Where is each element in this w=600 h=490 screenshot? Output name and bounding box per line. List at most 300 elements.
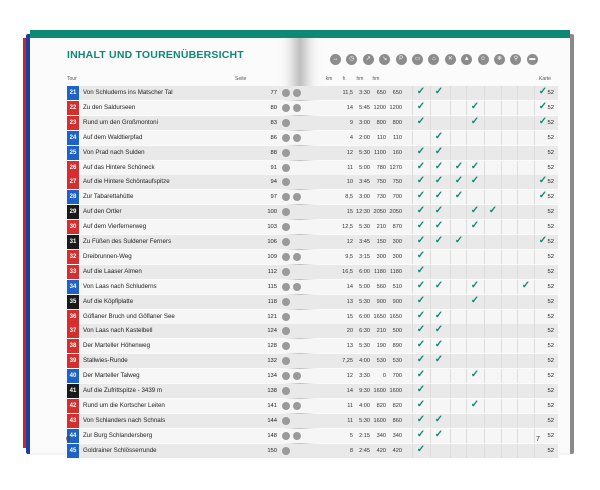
column-separator <box>534 175 535 189</box>
table-row <box>67 250 558 265</box>
column-separator <box>484 175 485 189</box>
column-separator <box>450 384 451 398</box>
tour-km: 15 <box>346 209 353 216</box>
check-icon: ✓ <box>538 175 548 187</box>
tour-h: 5:00 <box>359 164 370 171</box>
tour-down: 750 <box>392 179 402 186</box>
tour-karte: 52 <box>547 343 554 350</box>
column-separator <box>501 324 502 338</box>
table-row <box>67 324 558 339</box>
tour-number-badge: 45 <box>67 444 79 458</box>
column-separator <box>484 444 485 458</box>
tour-up: 1180 <box>373 268 386 275</box>
tour-km: 9,5 <box>345 253 353 260</box>
check-icon: ✓ <box>434 279 444 291</box>
tour-up: 210 <box>376 328 386 335</box>
tour-karte: 52 <box>547 149 554 156</box>
hut-icon: ⌂ <box>428 54 439 65</box>
column-separator <box>450 101 451 115</box>
tour-page: 138 <box>267 388 277 394</box>
column-separator <box>466 399 467 413</box>
column-separator <box>534 429 535 443</box>
tour-km: 4 <box>349 134 353 141</box>
column-separator <box>430 295 431 309</box>
tour-up: 800 <box>376 119 386 126</box>
tour-page: 134 <box>267 373 277 380</box>
tour-number-badge: 25 <box>67 146 79 160</box>
tour-number-badge: 29 <box>67 205 79 219</box>
column-separator <box>517 161 518 175</box>
tour-km: 10 <box>346 179 353 186</box>
column-separator <box>412 444 413 458</box>
column-separator <box>450 324 451 338</box>
column-separator <box>501 369 502 383</box>
check-icon: ✓ <box>454 235 464 246</box>
column-separator <box>534 265 535 279</box>
tour-number-badge: 34 <box>67 280 79 294</box>
check-icon: ✓ <box>454 160 464 172</box>
column-separator <box>412 220 413 234</box>
tour-number-badge: 41 <box>67 384 79 398</box>
tour-page: 88 <box>270 149 277 156</box>
column-separator <box>534 295 535 309</box>
tour-number-badge: 27 <box>67 175 79 189</box>
column-separator <box>430 116 431 130</box>
tour-title: Auf dem Vierfernerweg <box>83 223 147 231</box>
column-separator <box>450 250 451 264</box>
check-icon: ✓ <box>416 384 426 395</box>
column-separator <box>534 384 535 398</box>
tour-up: 530 <box>376 358 386 365</box>
tour-h: 3:00 <box>359 194 370 201</box>
tour-number-badge: 31 <box>67 235 79 249</box>
column-separator <box>450 369 451 383</box>
tour-up: 210 <box>376 224 386 231</box>
tour-up: 1600 <box>373 388 386 394</box>
tour-h: 5:30 <box>359 298 370 305</box>
column-separator <box>466 414 467 428</box>
column-separator <box>450 399 451 413</box>
column-separator <box>412 131 413 145</box>
tour-h: 2:45 <box>359 447 370 454</box>
check-icon: ✓ <box>416 354 426 366</box>
check-icon: ✓ <box>470 100 480 112</box>
tour-karte: 52 <box>547 298 554 305</box>
column-separator <box>517 175 518 189</box>
column-separator <box>501 175 502 189</box>
column-separator <box>430 190 431 204</box>
tour-h: 6:30 <box>359 328 370 335</box>
check-icon: ✓ <box>434 160 444 172</box>
tour-down: 300 <box>392 239 402 245</box>
check-icon: ✓ <box>416 413 426 425</box>
col-header-hm-up: hm <box>356 76 364 82</box>
column-separator <box>412 339 413 353</box>
column-separator <box>430 235 431 249</box>
column-separator <box>484 265 485 279</box>
tour-page: 150 <box>267 447 277 454</box>
tour-down: 700 <box>392 373 402 380</box>
column-separator <box>517 131 518 145</box>
column-separator <box>412 205 413 219</box>
tour-title: Von Laas nach Kastelbell <box>83 327 153 335</box>
difficulty-icon <box>282 164 290 172</box>
column-separator <box>412 86 413 100</box>
column-separator <box>412 250 413 264</box>
tour-page: 148 <box>267 432 277 439</box>
column-separator <box>430 280 431 294</box>
check-icon: ✓ <box>470 160 480 172</box>
family-icon <box>293 134 301 142</box>
table-row <box>67 280 558 295</box>
column-separator <box>501 161 502 175</box>
column-separator <box>450 414 451 428</box>
tour-title: Von Schluderns ins Matscher Tal <box>83 89 173 96</box>
check-icon: ✓ <box>434 235 444 246</box>
column-separator <box>412 161 413 175</box>
tour-page: 144 <box>267 417 277 424</box>
table-row <box>67 175 558 190</box>
column-separator <box>450 354 451 368</box>
column-separator <box>466 116 467 130</box>
check-icon: ✓ <box>416 309 426 321</box>
tour-page: 115 <box>267 283 277 290</box>
column-separator <box>501 384 502 398</box>
tour-karte: 52 <box>547 417 554 424</box>
column-separator <box>466 220 467 234</box>
column-separator <box>484 101 485 115</box>
family-icon <box>293 402 301 410</box>
column-separator <box>466 250 467 264</box>
table-row <box>67 190 558 205</box>
col-header-seite: Seite <box>235 76 247 82</box>
column-separator <box>466 295 467 309</box>
difficulty-icon <box>282 149 290 157</box>
clock-icon: ◷ <box>346 54 357 65</box>
table-row <box>67 235 558 250</box>
check-icon: ✓ <box>416 443 426 455</box>
check-icon: ✓ <box>434 220 444 232</box>
tour-up: 340 <box>376 432 386 439</box>
tour-title: Göflaner Bruch und Göflaner See <box>83 312 175 320</box>
column-separator <box>534 444 535 458</box>
tour-karte: 52 <box>547 224 554 231</box>
column-separator <box>412 190 413 204</box>
tour-down: 300 <box>392 253 402 260</box>
tour-km: 11 <box>347 402 353 409</box>
column-separator <box>412 280 413 294</box>
column-separator <box>430 444 431 458</box>
tour-number-badge: 35 <box>67 295 79 309</box>
column-separator <box>450 444 451 458</box>
column-separator <box>534 86 535 100</box>
check-icon: ✓ <box>416 100 426 112</box>
restaurant-icon: ✕ <box>445 54 456 65</box>
column-separator <box>501 190 502 204</box>
column-separator <box>430 131 431 145</box>
tour-karte: 52 <box>547 447 554 454</box>
tour-number-badge: 42 <box>67 399 79 413</box>
tour-h: 12:30 <box>356 209 370 216</box>
tour-number-badge: 21 <box>67 86 79 100</box>
check-icon: ✓ <box>470 220 480 232</box>
column-separator <box>466 131 467 145</box>
difficulty-icon <box>282 432 290 440</box>
ascent-icon: ↗ <box>363 54 374 65</box>
column-separator <box>501 280 502 294</box>
col-header-km: km <box>325 76 333 82</box>
tour-h: 5:30 <box>359 417 370 424</box>
column-separator <box>430 354 431 368</box>
tour-karte: 52 <box>547 373 554 380</box>
tour-up: 0 <box>382 373 386 380</box>
column-separator <box>466 354 467 368</box>
column-separator <box>412 310 413 324</box>
tour-karte: 52 <box>547 358 554 365</box>
column-separator <box>517 444 518 458</box>
open-book <box>30 30 570 455</box>
column-separator <box>517 399 518 413</box>
tour-down: 1270 <box>389 164 402 171</box>
tour-km: 8,5 <box>345 194 353 201</box>
check-icon: ✓ <box>470 294 480 306</box>
check-icon: ✓ <box>434 428 444 440</box>
tour-title: Der Marteller Höhenweg <box>83 342 151 350</box>
tour-h: 3:45 <box>359 239 370 245</box>
table-row <box>67 310 558 325</box>
check-icon: ✓ <box>416 115 426 127</box>
column-separator <box>430 399 431 413</box>
column-separator <box>430 146 431 160</box>
difficulty-icon <box>282 387 290 395</box>
check-icon: ✓ <box>538 235 548 246</box>
column-separator <box>412 354 413 368</box>
difficulty-icon <box>282 134 290 142</box>
tour-karte: 52 <box>547 253 554 260</box>
column-separator <box>517 339 518 353</box>
difficulty-icon <box>282 238 290 246</box>
check-icon: ✓ <box>416 369 426 381</box>
column-separator <box>430 414 431 428</box>
tour-h: 5:45 <box>359 104 370 111</box>
check-icon: ✓ <box>416 428 426 440</box>
tour-down: 1180 <box>389 268 402 275</box>
tour-up: 110 <box>377 134 386 141</box>
tour-km: 14 <box>346 104 353 111</box>
column-separator <box>466 310 467 324</box>
check-icon: ✓ <box>416 205 426 217</box>
tour-km: 12 <box>346 149 353 156</box>
tour-page: 112 <box>267 268 277 275</box>
tour-number-badge: 44 <box>67 429 79 443</box>
tour-down: 340 <box>392 432 402 439</box>
check-icon: ✓ <box>434 324 444 336</box>
table-row <box>67 116 558 131</box>
column-separator <box>450 161 451 175</box>
check-icon: ✓ <box>454 190 464 202</box>
column-separator <box>430 310 431 324</box>
table-row <box>67 86 558 101</box>
tour-km: 9 <box>349 119 353 126</box>
check-icon: ✓ <box>470 398 480 410</box>
check-icon: ✓ <box>521 279 531 291</box>
column-separator <box>517 280 518 294</box>
check-icon: ✓ <box>434 354 444 366</box>
tour-down: 1650 <box>389 313 402 320</box>
column-separator <box>517 354 518 368</box>
tour-page: 141 <box>267 402 277 409</box>
tour-km: 12,5 <box>342 224 353 231</box>
tour-page: 118 <box>267 298 277 305</box>
column-separator <box>534 339 535 353</box>
column-separator <box>430 429 431 443</box>
tour-title: Zu Füßen des Suldener Ferners <box>83 238 172 245</box>
tour-karte: 52 <box>547 119 554 126</box>
column-separator <box>517 429 518 443</box>
column-separator <box>517 235 518 249</box>
tour-number-badge: 36 <box>67 310 79 324</box>
tour-karte: 52 <box>547 402 554 409</box>
column-separator <box>484 310 485 324</box>
column-separator <box>412 265 413 279</box>
tour-up: 750 <box>376 179 386 186</box>
column-separator <box>501 220 502 234</box>
tour-karte: 52 <box>547 388 554 394</box>
page-title: INHALT UND TOURENÜBERSICHT <box>67 49 244 61</box>
column-separator <box>412 384 413 398</box>
check-icon: ✓ <box>416 145 426 157</box>
column-separator <box>412 429 413 443</box>
column-separator <box>534 414 535 428</box>
tour-km: 20 <box>346 328 353 335</box>
table-row <box>67 101 558 116</box>
tour-title: Auf die Zufrittspitze - 3439 m <box>83 387 163 394</box>
tour-title: Auf die Köpflplatte <box>83 297 134 305</box>
tour-h: 3:15 <box>359 253 370 260</box>
tour-page: 106 <box>267 239 277 245</box>
check-icon: ✓ <box>434 130 444 142</box>
tour-up: 650 <box>376 90 386 96</box>
tour-title: Auf den Ortler <box>83 208 122 216</box>
tour-down: 700 <box>392 194 402 201</box>
tour-number-badge: 33 <box>67 265 79 279</box>
column-separator <box>484 295 485 309</box>
tour-up: 900 <box>376 298 386 305</box>
column-separator <box>450 220 451 234</box>
column-separator <box>534 280 535 294</box>
column-separator <box>466 146 467 160</box>
column-separator <box>501 131 502 145</box>
header-band-left <box>30 30 300 38</box>
difficulty-icon <box>282 89 290 97</box>
column-separator <box>450 429 451 443</box>
tour-km: 12 <box>346 239 353 245</box>
column-separator <box>534 116 535 130</box>
tour-h: 6:00 <box>359 268 370 275</box>
tour-page: 132 <box>267 358 277 365</box>
column-separator <box>412 369 413 383</box>
column-separator <box>430 384 431 398</box>
check-icon: ✓ <box>434 413 444 425</box>
tour-title: Rund um den Großmontoni <box>83 118 158 126</box>
tour-page: 94 <box>270 179 277 186</box>
tour-km: 11,5 <box>342 90 353 96</box>
tour-up: 1100 <box>373 149 386 156</box>
tour-down: 650 <box>392 90 402 96</box>
column-separator <box>466 444 467 458</box>
tour-km: 15 <box>346 313 353 320</box>
tour-karte: 52 <box>547 90 554 96</box>
tour-up: 1600 <box>373 417 386 424</box>
check-icon: ✓ <box>416 220 426 232</box>
column-separator <box>466 101 467 115</box>
column-separator <box>430 101 431 115</box>
check-icon: ✓ <box>538 115 548 127</box>
tour-title: Auf das Hintere Schöneck <box>83 163 155 171</box>
column-separator <box>501 310 502 324</box>
column-separator <box>517 116 518 130</box>
tour-page: 97 <box>270 194 277 201</box>
tour-km: 12 <box>346 373 353 380</box>
winter-icon: ❄ <box>494 54 505 65</box>
col-header-tour: Tour <box>67 76 77 82</box>
table-row <box>67 295 558 310</box>
tour-number-badge: 32 <box>67 250 79 264</box>
tour-karte: 52 <box>547 134 554 141</box>
column-separator <box>450 280 451 294</box>
tour-down: 510 <box>392 283 402 290</box>
check-icon: ✓ <box>416 86 426 97</box>
column-separator <box>517 295 518 309</box>
tour-down: 800 <box>392 119 402 126</box>
column-separator <box>517 190 518 204</box>
check-icon: ✓ <box>416 235 426 246</box>
table-row <box>67 161 558 176</box>
table-row <box>67 146 558 161</box>
column-separator <box>412 146 413 160</box>
column-separator <box>501 354 502 368</box>
tour-page: 100 <box>267 209 277 216</box>
column-separator <box>412 116 413 130</box>
column-separator <box>501 339 502 353</box>
tour-karte: 52 <box>547 104 554 111</box>
column-separator <box>484 131 485 145</box>
tour-number-badge: 38 <box>67 339 79 353</box>
summit-icon: ▲ <box>461 54 472 65</box>
column-separator <box>430 324 431 338</box>
tour-title: Von Schlanders nach Schnals <box>83 416 166 424</box>
tour-karte: 52 <box>547 432 554 439</box>
column-separator <box>484 324 485 338</box>
column-separator <box>484 414 485 428</box>
check-icon: ✓ <box>538 86 548 97</box>
column-separator <box>450 116 451 130</box>
column-separator <box>534 131 535 145</box>
check-icon: ✓ <box>416 279 426 291</box>
table-row <box>67 131 558 146</box>
column-separator <box>534 235 535 249</box>
tour-title: Der Marteller Talweg <box>83 372 140 380</box>
column-separator <box>484 190 485 204</box>
column-separator <box>412 235 413 249</box>
tour-page: 77 <box>270 90 277 96</box>
column-separator <box>484 161 485 175</box>
column-separator <box>484 116 485 130</box>
column-separator <box>484 429 485 443</box>
column-separator <box>412 101 413 115</box>
tour-karte: 52 <box>547 164 554 171</box>
column-separator <box>466 339 467 353</box>
